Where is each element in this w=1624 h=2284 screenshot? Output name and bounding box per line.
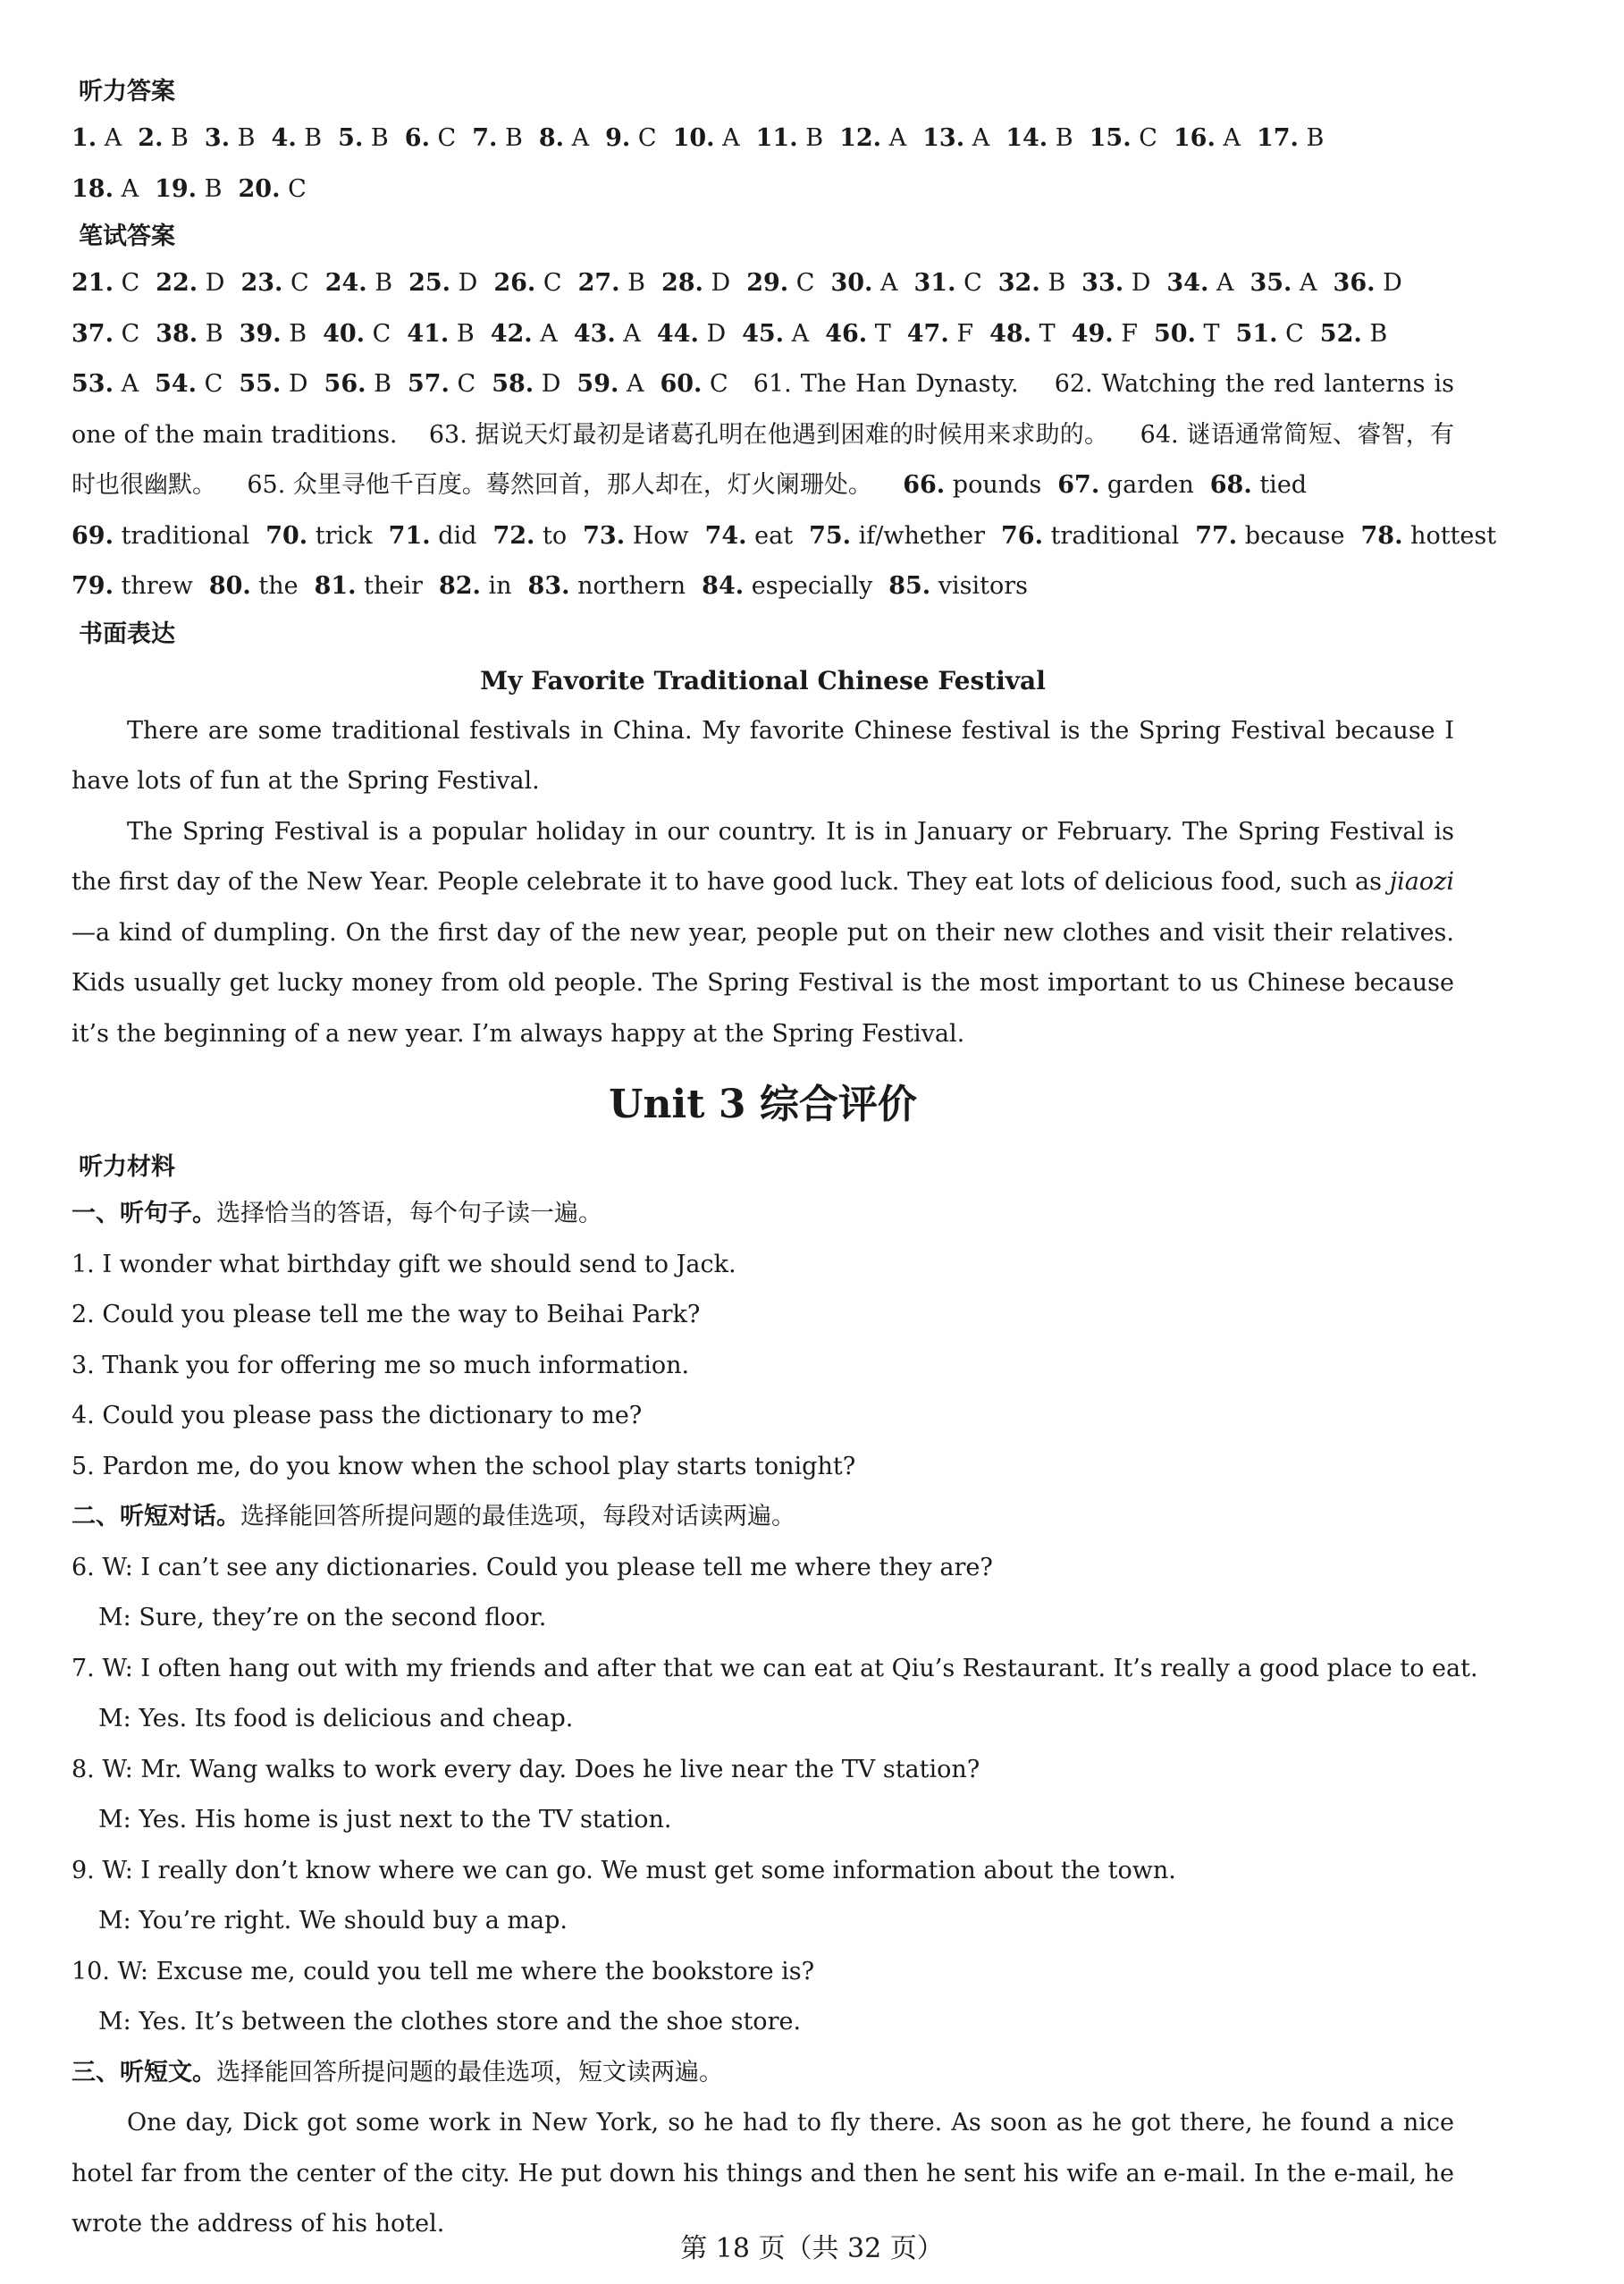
answer-item: 43. A <box>573 319 641 348</box>
answer-item: 74. eat <box>704 521 794 550</box>
answer-item: 34. A <box>1166 269 1234 297</box>
dialogue-line: 8. W: Mr. Wang walks to work every day. Does he live near the TV station? <box>72 1755 980 1783</box>
answer-item: 46. T <box>825 319 891 348</box>
answer-item: 66. pounds <box>903 471 1042 499</box>
page-footer: 第 18 页（共 32 页） <box>680 2233 944 2264</box>
answer-item: 76. traditional <box>1001 521 1180 550</box>
dialogue-line: M: Sure, they’re on the second floor. <box>98 1604 547 1631</box>
part-2-instruction: 二、听短对话。选择能回答所提问题的最佳选项，每段对话读两遍。 <box>72 1503 795 1530</box>
writing-heading: 书面表达 <box>79 619 175 648</box>
dialogue-line: M: Yes. It’s between the clothes store and the shoe store. <box>98 2008 802 2035</box>
answer-item: 13. A <box>922 124 990 152</box>
dialogue-line: 7. W: I often hang out with my friends and after that we can eat at Qiu’s Restaurant. It’s really a good place to eat. <box>72 1654 1478 1682</box>
unit-title: Unit 3 综合评价 <box>609 1082 917 1127</box>
answer-item: 7. B <box>472 124 523 152</box>
answer-item: 40. C <box>323 319 391 348</box>
answer-item: 44. D <box>656 319 727 348</box>
answer-item: 70. trick <box>265 521 373 550</box>
answer-item: 48. T <box>989 319 1056 348</box>
answer-item: 49. F <box>1071 319 1138 348</box>
answer-item: 57. C <box>407 370 476 398</box>
answer-item: 18. A <box>72 174 139 203</box>
answer-item: 79. threw <box>72 572 193 600</box>
answer-item: 29. C <box>746 269 815 297</box>
fill-answers-row-3 <box>72 561 1454 612</box>
answer-item: 84. especially <box>702 572 873 600</box>
part-1-item: 2. Could you please tell me the way to Beihai Park? <box>72 1301 701 1328</box>
written-answers-row-2 <box>72 309 1454 360</box>
answer-item: 38. B <box>156 319 223 348</box>
answer-item: 1. A <box>72 124 122 152</box>
answer-item: 33. D <box>1081 269 1151 297</box>
answer-item: 81. their <box>314 572 423 600</box>
answer-item: 73. How <box>583 521 689 550</box>
answer-item: 36. D <box>1333 269 1402 297</box>
answer-item: 82. in <box>438 572 512 600</box>
dialogue-line: 6. W: I can’t see any dictionaries. Could you please tell me where they are? <box>72 1553 993 1581</box>
answer-item: 6. C <box>404 124 457 152</box>
answer-item: 4. B <box>271 124 323 152</box>
fill-answers-row-2 <box>72 511 1497 562</box>
answer-item: 31. C <box>913 269 982 297</box>
answer-item: 25. D <box>408 269 478 297</box>
answer-63: 63. 据说天灯最初是诸葛孔明在他遇到困难的时候用来求助的。 <box>428 420 1109 449</box>
part-1-item: 4. Could you please pass the dictionary to me? <box>72 1402 643 1429</box>
answer-item: 55. D <box>239 370 308 398</box>
essay-title: My Favorite Traditional Chinese Festival <box>480 665 1046 695</box>
part-1-item: 5. Pardon me, do you know when the school play starts tonight? <box>72 1452 856 1480</box>
answer-item: 54. C <box>155 370 223 398</box>
written-answers-row-1 <box>72 258 1454 309</box>
answer-item: 71. did <box>388 521 477 550</box>
listening-answers-row-2 <box>72 164 1454 215</box>
dialogue-line: 10. W: Excuse me, could you tell me where the bookstore is? <box>72 1957 815 1985</box>
answer-item: 42. A <box>490 319 558 348</box>
part-3-passage: One day, Dick got some work in New York, so he had to fly there. As soon as he got there, he found a nice hotel far from the center of the city. He put down his things and then he sent his wife an e-mail. In the e-mail, he wrote the address of his hotel. <box>72 2109 1454 2238</box>
part-1-item: 1. I wonder what birthday gift we should send to Jack. <box>72 1250 736 1278</box>
answer-item: 19. B <box>155 174 223 203</box>
answer-item: 85. visitors <box>888 572 1029 600</box>
answer-item: 41. B <box>407 319 475 348</box>
answer-item: 16. A <box>1173 124 1241 152</box>
answer-item: 77. because <box>1195 521 1345 550</box>
answer-item: 23. C <box>240 269 309 297</box>
answer-item: 60. C <box>660 370 728 398</box>
listening-material-heading: 听力材料 <box>79 1153 175 1181</box>
answer-item: 78. hottest <box>1360 521 1497 550</box>
answer-item: 30. A <box>830 269 898 297</box>
answer-64: 64. 谜语通常简短、睿智，有时也很幽默。 <box>72 420 1454 499</box>
answer-item: 67. garden <box>1057 471 1194 499</box>
answer-item: 50. T <box>1153 319 1220 348</box>
answer-item: 11. B <box>755 124 824 152</box>
answer-item: 2. B <box>138 124 189 152</box>
dialogue-line: M: Yes. Its food is delicious and cheap. <box>98 1705 574 1732</box>
answer-item: 22. D <box>156 269 225 297</box>
part-1-item: 3. Thank you for offering me so much information. <box>72 1351 690 1379</box>
part-1-items <box>72 1240 1454 1493</box>
answer-item: 75. if/whether <box>809 521 986 550</box>
answer-item: 39. B <box>239 319 307 348</box>
answer-item: 17. B <box>1256 124 1325 152</box>
answer-item: 80. the <box>208 572 299 600</box>
answer-item: 10. A <box>672 124 740 152</box>
essay-paragraph-2: The Spring Festival is a popular holiday in our country. It is in January or February. The Spring Festival is the first day of the New Year. People celebrate it to have good luck. They eat lots of delicious food, such as jiaozi—a kind of dumpling. On the first day of the new year, people put on their new clothes and visit their relatives. Kids usually get lucky money from old people. The Spring Festival is the most important to us Chinese because it’s the beginning of a new year. I’m always happy at the Spring Festival. <box>72 817 1454 1048</box>
answer-item: 5. B <box>338 124 389 152</box>
answer-61: 61. The Han Dynasty. <box>753 370 1019 398</box>
answer-item: 32. B <box>997 269 1066 297</box>
essay-paragraph-1: There are some traditional festivals in China. My favorite Chinese festival is the Spring Festival because I have lots of fun at the Spring Festival. <box>72 716 1454 795</box>
listening-answers-row-1 <box>72 114 1454 164</box>
answer-item: 51. C <box>1235 319 1304 348</box>
answers-53-65 <box>72 359 1454 511</box>
answer-item: 53. A <box>72 370 139 398</box>
answer-item: 56. B <box>324 370 391 398</box>
answer-item: 21. C <box>72 269 140 297</box>
answer-item: 37. C <box>72 319 140 348</box>
answer-item: 20. C <box>238 174 307 203</box>
answer-item: 9. C <box>605 124 657 152</box>
dialogue-line: M: You’re right. We should buy a map. <box>98 1907 568 1934</box>
answer-item: 15. C <box>1089 124 1157 152</box>
dialogue-line: 9. W: I really don’t know where we can go. We must get some information about the town. <box>72 1856 1176 1884</box>
part-2-dialogues <box>72 1543 1478 2048</box>
answer-item: 8. A <box>538 124 590 152</box>
answer-item: 69. traditional <box>72 521 250 550</box>
answer-item: 28. D <box>661 269 731 297</box>
answer-item: 52. B <box>1319 319 1388 348</box>
answer-item: 47. F <box>906 319 974 348</box>
answer-item: 72. to <box>492 521 568 550</box>
listening-answers-heading: 听力答案 <box>79 78 175 105</box>
answer-62: 62. Watching the red lanterns is one of the main traditions. <box>72 370 1454 449</box>
answer-item: 35. A <box>1250 269 1317 297</box>
written-answers-heading: 笔试答案 <box>79 223 175 250</box>
answer-item: 68. tied <box>1209 471 1308 499</box>
dialogue-line: M: Yes. His home is just next to the TV station. <box>98 1806 672 1833</box>
answer-item: 3. B <box>204 124 256 152</box>
answer-item: 14. B <box>1006 124 1073 152</box>
answer-item: 59. A <box>576 370 644 398</box>
part-3-instruction: 三、听短文。选择能回答所提问题的最佳选项，短文读两遍。 <box>72 2058 723 2086</box>
answer-item: 58. D <box>492 370 561 398</box>
answer-item: 24. B <box>324 269 393 297</box>
answer-item: 27. B <box>577 269 645 297</box>
part-1-instruction: 一、听句子。选择恰当的答语，每个句子读一遍。 <box>72 1200 602 1227</box>
answer-65: 65. 众里寻他千百度。蓦然回首，那人却在，灯火阑珊处。 <box>247 471 872 499</box>
answer-item: 83. northern <box>527 572 686 600</box>
answer-item: 45. A <box>742 319 810 348</box>
answer-item: 12. A <box>839 124 907 152</box>
answer-item: 26. C <box>493 269 562 297</box>
